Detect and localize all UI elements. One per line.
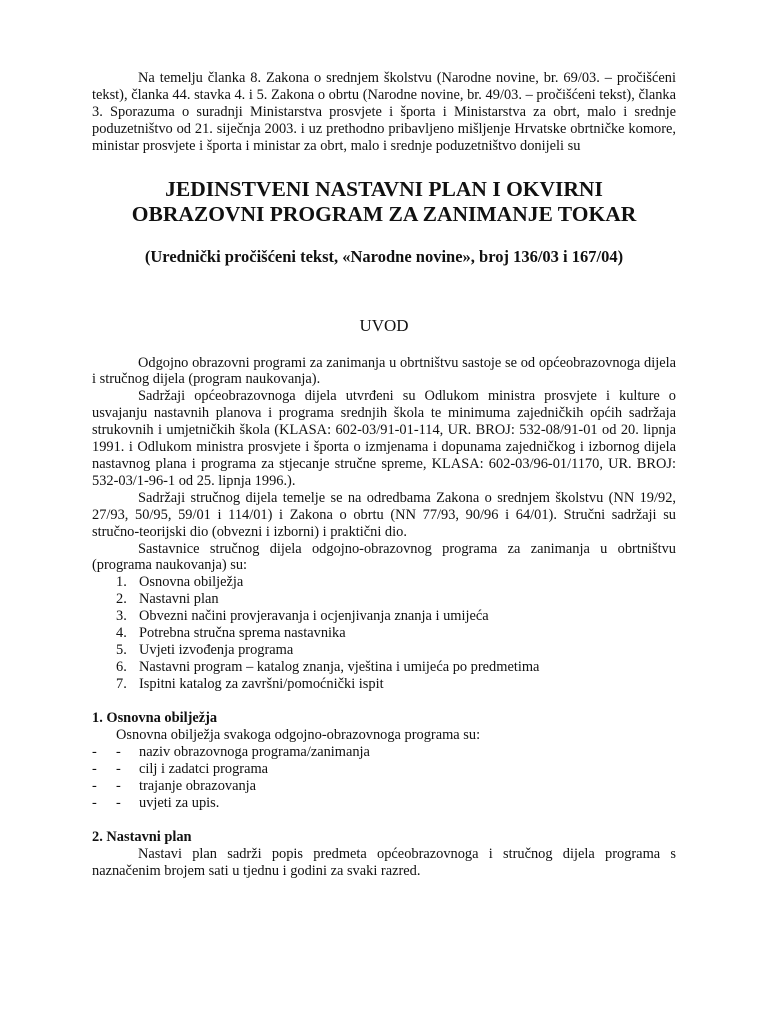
- list-item-text: Obvezni načini provjeravanja i ocjenjivanja znanja i umijeća: [139, 608, 489, 625]
- list-item: [92, 761, 676, 778]
- section-2-heading: 2. Nastavni plan: [92, 829, 192, 846]
- dash-marker: -: [92, 761, 97, 778]
- list-item-number: 5.: [116, 642, 127, 659]
- dash-marker: -: [92, 744, 97, 761]
- list-item-text: cilj i zadatci programa: [139, 761, 269, 778]
- uvod-heading: UVOD: [359, 315, 409, 335]
- dash-marker: -: [116, 778, 121, 795]
- section-1-intro: Osnovna obilježja svakoga odgojno-obrazovnoga programa su:: [116, 727, 481, 744]
- list-item-text: Uvjeti izvođenja programa: [139, 642, 294, 659]
- list-item-text: uvjeti za upis.: [139, 795, 220, 812]
- dash-marker: -: [116, 761, 121, 778]
- title-line-1: JEDINSTVENI NASTAVNI PLAN I OKVIRNI: [165, 176, 603, 201]
- list-item-number: 6.: [116, 659, 127, 676]
- list-item-text: naziv obrazovnoga programa/zanimanja: [139, 744, 370, 761]
- list-item: [92, 795, 676, 812]
- preamble-paragraph: Na temelju članka 8. Zakona o srednjem školstvu (Narodne novine, br. 69/03. – pročišćeni tekst), članka 44. stavka 4. i 5. Zakona o obrtu (Narodne novine, br. 49/03. – pročišćeni tekst), članka 3. Sporazuma o suradnji Ministarstva prosvjete i športa i Ministarstva za obrt, malo i srednje poduzetništvo od 21. siječnja 2003. i uz prethodno pribavljeno mišljenje Hrvatske obrtničke komore, ministar prosvjete i športa i ministar za obrt, malo i srednje poduzetništvo donijeli su: [92, 70, 676, 154]
- dash-marker: -: [92, 778, 97, 795]
- document-title: [92, 177, 676, 227]
- list-item: [92, 744, 676, 761]
- dash-marker: -: [116, 744, 121, 761]
- dash-marker: -: [116, 795, 121, 812]
- list-item-text: Osnovna obilježja: [139, 574, 244, 591]
- list-item-text: Ispitni katalog za završni/pomoćnički ispit: [139, 676, 384, 693]
- list-item-text: Potrebna stručna sprema nastavnika: [139, 625, 346, 642]
- list-item: [92, 778, 676, 795]
- uvod-paragraph-4: Sastavnice stručnog dijela odgojno-obrazovnog programa za zanimanja u obrtništvu (programa naukovanja) su:: [92, 540, 676, 574]
- list-item-text: Nastavni program – katalog znanja, vještina i umijeća po predmetima: [139, 659, 540, 676]
- dash-marker: -: [92, 795, 97, 812]
- list-item: [92, 591, 676, 608]
- uvod-paragraph-2: Sadržaji općeobrazovnoga dijela utvrđeni su Odlukom ministra prosvjete i kulture o usvajanju nastavnih planova i programa srednjih škola te minimuma zajedničkih općih sadržaja strukovnih i umjetničkih škola (KLASA: 602-03/91-01-114, UR. BROJ: 532-08/91-01 od 20. lipnja 1991. i Odlukom ministra prosvjete i športa o izmjenama i dopunama zajedničkog i izbornog dijela nastavnog plana i programa za stjecanje stručne spreme, KLASA: 602-03/96-01/1170, UR. BROJ: 532-03/1-96-1 od 25. lipnja 1996.).: [92, 388, 676, 489]
- section-1-heading: 1. Osnovna obilježja: [92, 710, 218, 727]
- list-item-number: 2.: [116, 591, 127, 608]
- list-item-number: 1.: [116, 574, 127, 591]
- document-subtitle: (Urednički pročišćeni tekst, «Narodne novine», broj 136/03 i 167/04): [144, 246, 624, 266]
- list-item: [92, 642, 676, 659]
- list-item-text: trajanje obrazovanja: [139, 778, 257, 795]
- section-2-paragraph: Nastavi plan sadrži popis predmeta općeobrazovnoga i stručnog dijela programa s naznačenim brojem sati u tjednu i godini za svaki razred.: [92, 846, 676, 880]
- list-item-number: 3.: [116, 608, 127, 625]
- list-item: [92, 676, 676, 693]
- list-item: [92, 608, 676, 625]
- list-item: [92, 574, 676, 591]
- section-1-list: [92, 744, 676, 812]
- list-item-text: Nastavni plan: [139, 591, 219, 608]
- list-item-number: 7.: [116, 676, 127, 693]
- uvod-paragraph-3: Sadržaji stručnog dijela temelje se na odredbama Zakona o srednjem školstvu (NN 19/92, 27/93, 50/95, 59/01 i 114/01) i Zakona o obrtu (NN 77/93, 90/96 i 64/01). Stručni sadržaji su stručno-teorijski dio (obvezni i izborni) i praktični dio.: [92, 489, 676, 540]
- list-item-number: 4.: [116, 625, 127, 642]
- list-item: [92, 625, 676, 642]
- uvod-paragraph-1: Odgojno obrazovni programi za zanimanja u obrtništvu sastoje se od općeobrazovnoga dijela i stručnog dijela (program naukovanja).: [92, 354, 676, 388]
- list-item: [92, 659, 676, 676]
- components-list: [92, 574, 676, 693]
- title-line-2: OBRAZOVNI PROGRAM ZA ZANIMANJE TOKAR: [131, 201, 637, 226]
